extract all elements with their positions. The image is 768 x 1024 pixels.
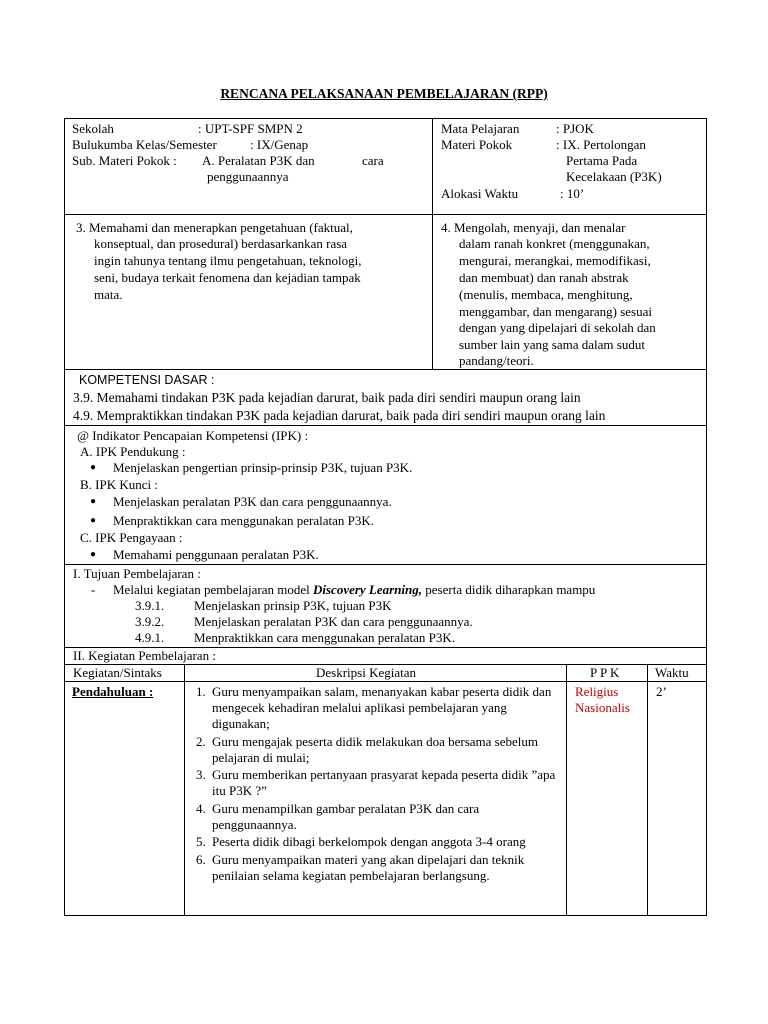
ki4-line: menggambar, dan mengarang) sesuai <box>459 304 652 319</box>
ki3-line: konseptual, dan prosedural) berdasarkankan rasa <box>94 236 348 251</box>
item-text: Guru mengajak peserta didik melakukan doa bersama sebelum pelajaran di mulai; <box>212 733 538 765</box>
dash-marker: - <box>91 582 96 597</box>
alokasi-label: Alokasi Waktu <box>441 186 519 201</box>
list-item <box>196 852 561 884</box>
tujuan-intro-post: peserta didik diharapkan mampu <box>425 582 596 597</box>
discovery-learning: Discovery Learning, <box>312 582 423 597</box>
ki4-line: sumber lain yang sama dalam sudut <box>459 337 645 352</box>
bullet-icon: ● <box>90 515 97 526</box>
ipk-a-label: A. IPK Pendukung : <box>80 444 186 459</box>
ipk-heading: @ Indikator Pencapaian Kompetensi (IPK) : <box>77 428 309 443</box>
item-number: 5. <box>196 834 206 849</box>
kd-heading: KOMPETENSI DASAR : <box>79 373 215 387</box>
mapel-value: : PJOK <box>556 121 594 136</box>
bullet-icon: ● <box>90 496 97 507</box>
bullet-icon: ● <box>90 462 97 473</box>
item-text: Guru memberikan pertanyaan prasyarat kepada peserta didik ”apa itu P3K ?” <box>212 767 556 798</box>
tujuan-intro-pre: Melalui kegiatan pembelajaran model <box>113 582 310 597</box>
ki3-line: 3. Memahami dan menerapkan pengetahuan (faktual, <box>76 220 353 235</box>
tujuan-text: Menpraktikkan cara menggunakan peralatan P3K. <box>194 630 455 645</box>
tujuan-text: Menjelaskan peralatan P3K dan cara penggunaannya. <box>194 614 473 629</box>
submateri-value-cont: penggunaannya <box>207 169 289 184</box>
ki3-line: ingin tahunya tentang ilmu pengetahuan, teknologi, <box>94 253 362 268</box>
list-item <box>196 801 561 833</box>
kelas-value: : IX/Genap <box>250 137 309 152</box>
tujuan-num: 3.9.1. <box>135 598 165 613</box>
kd-49: 4.9. Mempraktikkan tindakan P3K pada kejadian darurat, baik pada diri sendiri maupun orang lain <box>73 408 606 423</box>
sekolah-label: Sekolah <box>72 121 114 136</box>
pendahuluan-list <box>196 684 561 885</box>
col-ppk: P P K <box>590 665 620 680</box>
ipk-a-item: Menjelaskan pengertian prinsip-prinsip P3K, tujuan P3K. <box>113 460 413 475</box>
document-title: RENCANA PELAKSANAAN PEMBELAJARAN (RPP) <box>220 86 548 101</box>
ki4-line: dengan yang dipelajari di sekolah dan <box>459 320 656 335</box>
materi-value: : IX. Pertolongan <box>556 137 646 152</box>
list-item <box>196 734 561 766</box>
ki3-line: seni, budaya terkait fenomena dan kejadian tampak <box>94 270 361 285</box>
submateri-value: A. Peralatan P3K dan <box>202 153 315 168</box>
ki4-line: dalam ranah konkret (menggunakan, <box>459 236 650 251</box>
tujuan-intro <box>113 582 595 598</box>
ki4-line: dan membuat) dan ranah abstrak <box>459 270 629 285</box>
item-text: Guru menyampaikan materi yang akan dipelajari dan teknik penilaian selama kegiatan pembelajaran berlangsung. <box>212 851 525 883</box>
kelas-label: Bulukumba Kelas/Semester <box>72 137 217 152</box>
tujuan-num: 3.9.2. <box>135 614 165 629</box>
ipk-c-item: Memahami penggunaan peralatan P3K. <box>113 547 319 562</box>
materi-value-3: Kecelakaan (P3K) <box>566 169 662 184</box>
submateri-label: Sub. Materi Pokok : <box>72 153 177 168</box>
ki4-line: (menulis, membaca, menghitung, <box>459 287 633 302</box>
pendahuluan-label: Pendahuluan : <box>72 684 154 699</box>
kegiatan-heading: II. Kegiatan Pembelajaran : <box>73 648 216 663</box>
tujuan-heading: I. Tujuan Pembelajaran : <box>73 566 201 581</box>
alokasi-value: : 10’ <box>560 186 585 201</box>
mapel-label: Mata Pelajaran <box>441 121 520 136</box>
list-item <box>196 834 561 850</box>
ipk-c-label: C. IPK Pengayaan : <box>80 530 183 545</box>
materi-value-2: Pertama Pada <box>566 153 638 168</box>
kd-39: 3.9. Memahami tindakan P3K pada kejadian darurat, baik pada diri sendiri maupun orang lain <box>73 390 581 405</box>
bullet-icon: ● <box>90 549 97 560</box>
list-item <box>196 767 561 799</box>
item-number: 1. <box>196 684 206 699</box>
ipk-b-item: Menjelaskan peralatan P3K dan cara penggunaannya. <box>113 494 392 509</box>
item-text: Peserta didik dibagi berkelompok dengan anggota 3-4 orang <box>212 834 526 849</box>
waktu-pendahuluan: 2’ <box>656 684 667 699</box>
ipk-b-label: B. IPK Kunci : <box>80 477 158 492</box>
item-number: 4. <box>196 800 206 816</box>
ki4-line: pandang/teori. <box>459 353 534 368</box>
ppk-religius: Religius <box>575 684 619 699</box>
col-waktu: Waktu <box>655 665 689 680</box>
item-text: Guru menyampaikan salam, menanyakan kabar peserta didik dan mengecek kehadiran melalui aplikasi pembelajaran yang digunakan; <box>212 684 552 731</box>
tujuan-num: 4.9.1. <box>135 630 165 645</box>
col-sintaks: Kegiatan/Sintaks <box>73 665 162 680</box>
ppk-nasionalis: Nasionalis <box>575 700 630 715</box>
tujuan-text: Menjelaskan prinsip P3K, tujuan P3K <box>194 598 392 613</box>
col-deskripsi: Deskripsi Kegiatan <box>316 665 417 680</box>
item-number: 2. <box>196 733 206 749</box>
ki4-line: 4. Mengolah, menyaji, dan menalar <box>441 220 626 235</box>
ki4-line: mengurai, merangkai, memodifikasi, <box>459 253 651 268</box>
ipk-b-item: Menpraktikkan cara menggunakan peralatan P3K. <box>113 513 374 528</box>
list-item <box>196 684 561 732</box>
item-number: 6. <box>196 851 206 867</box>
ki3-line: mata. <box>94 287 123 302</box>
submateri-value-cara: cara <box>362 153 384 168</box>
sekolah-value: : UPT-SPF SMPN 2 <box>198 121 303 136</box>
item-number: 3. <box>196 767 206 782</box>
item-text: Guru menampilkan gambar peralatan P3K dan cara penggunaannya. <box>212 800 480 832</box>
materi-label: Materi Pokok <box>441 137 513 152</box>
